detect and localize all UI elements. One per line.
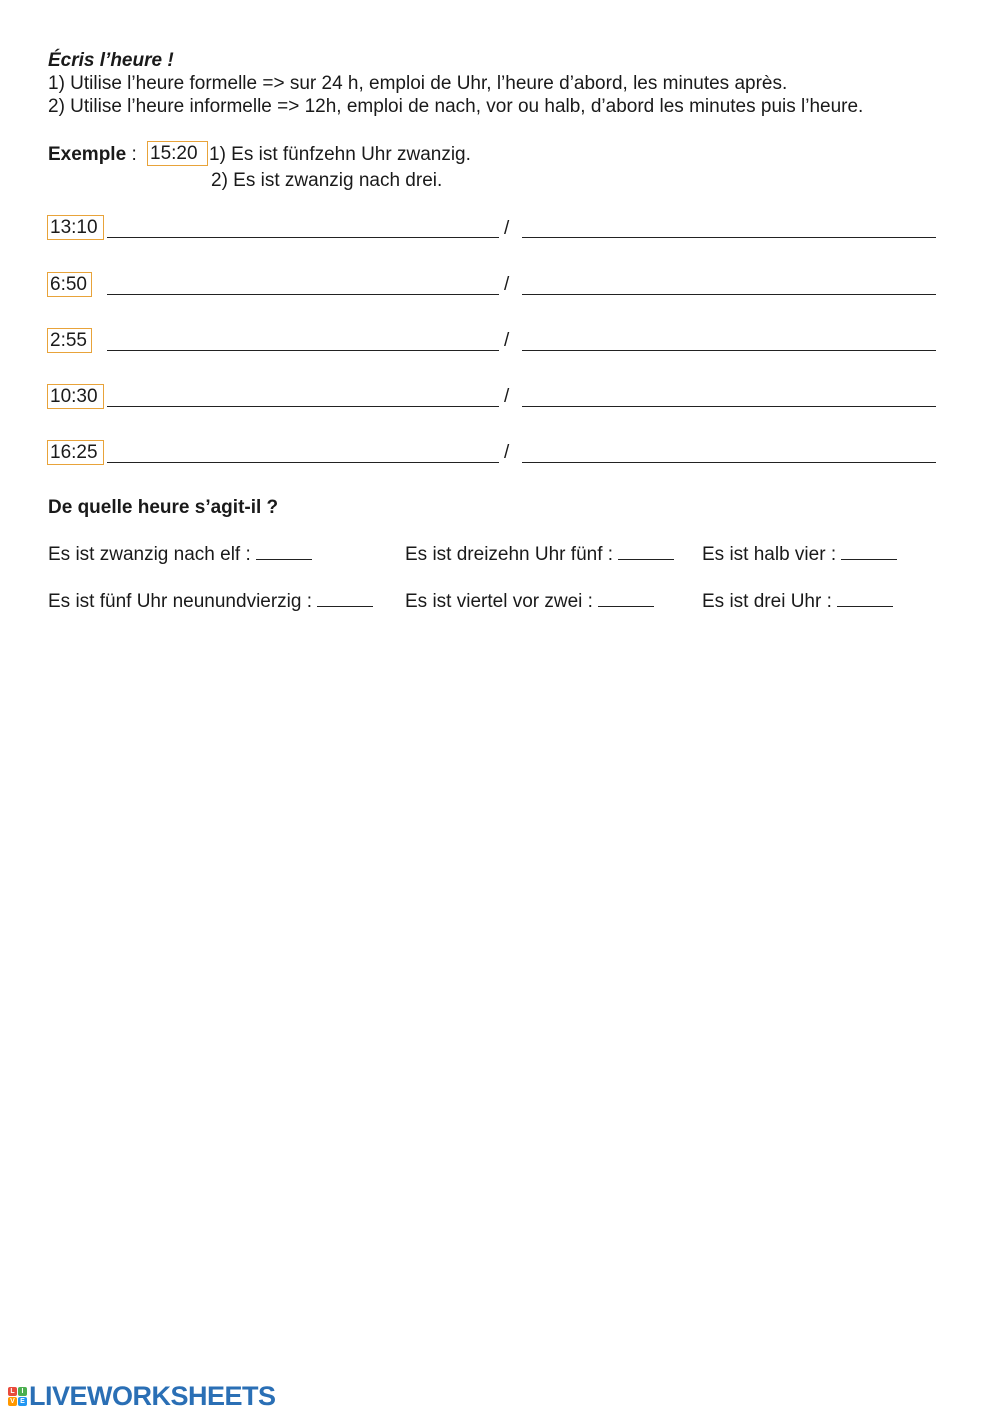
instruction-informal: 2) Utilise l’heure informelle => 12h, emploi de nach, vor ou halb, d’abord les minutes puis l’heure. — [48, 96, 864, 117]
question-item — [48, 542, 312, 566]
logo-mark-icon — [8, 1387, 27, 1406]
time-label: 16:25 — [50, 442, 98, 463]
separator-slash: / — [504, 386, 510, 407]
example-row — [48, 143, 137, 166]
time-box — [47, 384, 104, 409]
answer-blank[interactable] — [598, 589, 654, 607]
answer-line-informal[interactable] — [522, 350, 936, 351]
logo-text: LIVEWORKSHEETS — [29, 1380, 276, 1411]
answer-line-informal[interactable] — [522, 462, 936, 463]
time-label: 6:50 — [50, 274, 87, 295]
question-text: Es ist halb vier : — [702, 544, 837, 565]
answer-blank[interactable] — [256, 542, 312, 560]
example-time: 15:20 — [150, 143, 198, 164]
logo-mark-cell: I — [18, 1387, 27, 1396]
example-answer-formal: 1) Es ist fünfzehn Uhr zwanzig. — [209, 144, 471, 165]
question-item — [405, 589, 654, 613]
answer-blank[interactable] — [618, 542, 674, 560]
time-box — [47, 328, 92, 353]
logo-mark-cell: E — [18, 1397, 27, 1406]
example-label: Exemple — [48, 144, 127, 165]
question-text: Es ist fünf Uhr neunundvierzig : — [48, 591, 313, 612]
exercise2-heading: De quelle heure s’agit-il ? — [48, 497, 279, 518]
answer-line-informal[interactable] — [522, 294, 936, 295]
example-answer-informal: 2) Es ist zwanzig nach drei. — [211, 170, 443, 191]
answer-blank[interactable] — [317, 589, 373, 607]
question-text: Es ist zwanzig nach elf : — [48, 544, 251, 565]
instruction-formal: 1) Utilise l’heure formelle => sur 24 h, emploi de Uhr, l’heure d’abord, les minutes après. — [48, 73, 788, 94]
example-time-box — [147, 141, 208, 166]
worksheet-title: Écris l’heure ! — [48, 50, 174, 71]
logo-mark-cell: V — [8, 1397, 17, 1406]
question-item — [702, 589, 893, 613]
answer-line-formal[interactable] — [107, 406, 499, 407]
liveworksheets-logo[interactable] — [8, 1381, 276, 1411]
separator-slash: / — [504, 330, 510, 351]
answer-blank[interactable] — [837, 589, 893, 607]
answer-line-informal[interactable] — [522, 406, 936, 407]
time-label: 10:30 — [50, 386, 98, 407]
answer-line-formal[interactable] — [107, 294, 499, 295]
time-box — [47, 440, 104, 465]
answer-line-formal[interactable] — [107, 237, 499, 238]
logo-mark-cell: L — [8, 1387, 17, 1396]
question-text: Es ist drei Uhr : — [702, 591, 832, 612]
question-item — [48, 589, 373, 613]
time-box — [47, 215, 104, 240]
answer-line-formal[interactable] — [107, 462, 499, 463]
question-item — [405, 542, 674, 566]
time-label: 13:10 — [50, 217, 98, 238]
answer-line-formal[interactable] — [107, 350, 499, 351]
question-item — [702, 542, 897, 566]
answer-line-informal[interactable] — [522, 237, 936, 238]
separator-slash: / — [504, 218, 510, 239]
time-box — [47, 272, 92, 297]
separator-slash: / — [504, 442, 510, 463]
separator-slash: / — [504, 274, 510, 295]
question-text: Es ist dreizehn Uhr fünf : — [405, 544, 614, 565]
example-colon: : — [131, 144, 137, 165]
question-text: Es ist viertel vor zwei : — [405, 591, 593, 612]
time-label: 2:55 — [50, 330, 87, 351]
answer-blank[interactable] — [841, 542, 897, 560]
